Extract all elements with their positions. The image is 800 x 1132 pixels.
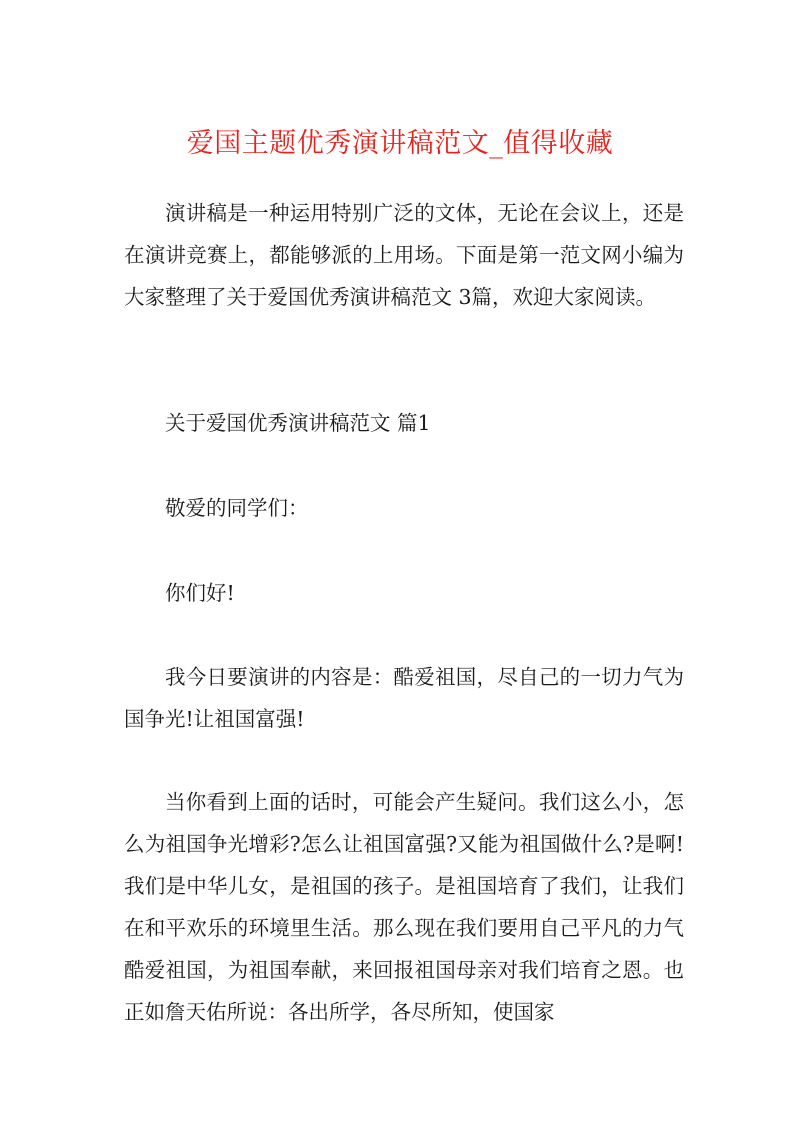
document-title: 爱国主题优秀演讲稿范文_值得收藏 [186,128,614,159]
section-heading: 关于爱国优秀演讲稿范文 篇1 [165,411,431,435]
salutation: 敬爱的同学们： [165,496,309,520]
body-paragraph: 我今日要演讲的内容是：酷爱祖国，尽自己的一切力气为国争光!让祖国富强! [124,665,684,731]
body-paragraph: 当你看到上面的话时，可能会产生疑问。我们这么小，怎么为祖国争光增彩?怎么让祖国富强?又能为祖国做什么?是啊!我们是中华儿女，是祖国的孩子。是祖国培育了我们，让我们在和平欢乐的环境里生活。那么现在我们要用自己平凡的力气酷爱祖国，为祖国奉献，来回报祖国母亲对我们培育之恩。也正如詹天佑所说：各出所学，各尽所知，使国家 [124,790,684,1024]
greeting: 你们好! [165,581,235,605]
intro-paragraph: 演讲稿是一种运用特别广泛的文体，无论在会议上，还是在演讲竞赛上，都能够派的上用场。下面是第一范文网小编为大家整理了关于爱国优秀演讲稿范文 3篇，欢迎大家阅读。 [124,201,684,309]
